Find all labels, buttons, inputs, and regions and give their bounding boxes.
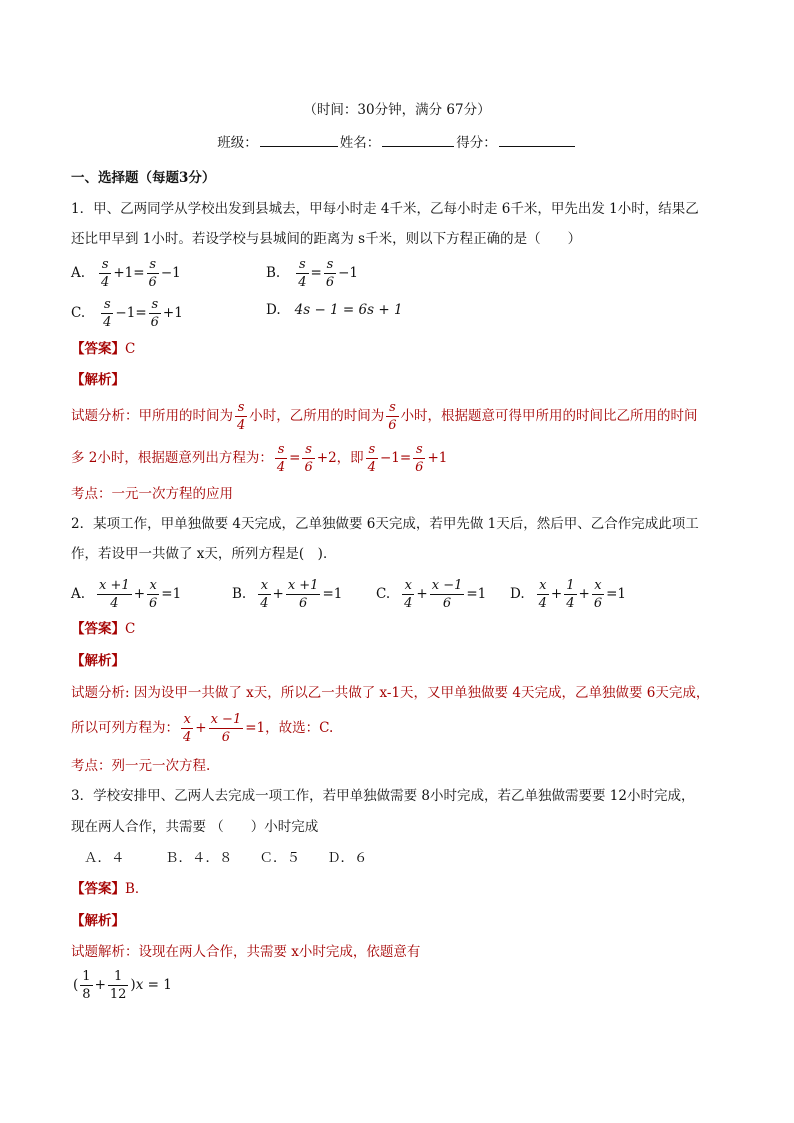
q1-stem-line1: 1．甲、乙两同学从学校出发到县城去，甲每小时走 4千米，乙每小时走 6千米，甲先出发 1小时，结果乙 bbox=[71, 201, 699, 217]
q3-options: Ａ．４ Ｂ．４．８ Ｃ．５ Ｄ．６ bbox=[84, 850, 368, 866]
time-note: （时间：30分钟，满分 67分） bbox=[303, 102, 491, 118]
q2-analysis-line1: 试题分析: 因为设甲一共做了 x天，所以乙一共做了 x-1天，又甲单独做要 4天完成，乙单独做要 6天完成， bbox=[71, 685, 710, 701]
fraction: $\frac{s}{4}$ bbox=[276, 442, 286, 475]
class-blank bbox=[260, 135, 338, 147]
option-a-label: A. bbox=[71, 264, 86, 281]
answer-tag: 【答案】 bbox=[71, 621, 125, 637]
fraction: $\frac{x}{6}$ bbox=[593, 578, 603, 611]
fraction: $\frac{s}{4}$ bbox=[367, 442, 376, 475]
q1-analysis-text: ，即 bbox=[336, 449, 364, 466]
option-c-label: C. bbox=[376, 585, 391, 602]
fraction: $\frac{s}{6}$ bbox=[388, 400, 397, 433]
q3-stem-line1: 3．学校安排甲、乙两人去完成一项工作，若甲单独做需要 8小时完成，若乙单独做需要要 12小时完成， bbox=[71, 788, 695, 804]
fraction: $\frac{s}{4}$ bbox=[237, 400, 246, 433]
q3-stem-line2: 现在两人合作，共需要 （ ）小时完成 bbox=[71, 819, 319, 835]
fraction: $\frac{s}{6}$ bbox=[415, 442, 424, 475]
q1-answer bbox=[71, 343, 135, 357]
student-info-line bbox=[0, 135, 794, 151]
name-blank bbox=[382, 135, 454, 147]
answer-value: B． bbox=[125, 881, 149, 897]
fraction: $\frac{s}{6}$ bbox=[325, 257, 335, 290]
option-d-expr: 4s − 1 = 6s + 1 bbox=[294, 302, 403, 318]
fraction: $\frac{s}{6}$ bbox=[150, 297, 159, 330]
q1-analysis-text: 小时，乙所用的时间为 bbox=[249, 407, 385, 424]
q2-analysis-text: 所以可列方程为： bbox=[71, 719, 179, 736]
option-b-label: B. bbox=[232, 585, 247, 602]
fraction: $\frac{1}{4}$ bbox=[566, 578, 575, 611]
q2-analysis-text: ，故选：C. bbox=[265, 719, 334, 736]
fraction: $\frac{s}{4}$ bbox=[103, 297, 112, 330]
section-title: 一、选择题（每题3分） bbox=[71, 170, 216, 186]
fraction: $\frac{x -1}{6}$ bbox=[210, 712, 242, 745]
fraction: $\frac{x +1}{6}$ bbox=[287, 578, 319, 611]
q1-stem-line2: 还比甲早到 1小时。若设学校与县城间的距离为 s千米，则以下方程正确的是（ ） bbox=[71, 231, 582, 247]
q2-analysis-line2: 所以可列方程为： $\frac{x}{4}$ + $\frac{x -1}{6}$ =1 ，故选：C. bbox=[71, 712, 334, 745]
q2-answer bbox=[71, 623, 135, 637]
q2-analysis-tag: 【解析】 bbox=[71, 653, 125, 669]
class-label: 班级： bbox=[217, 135, 258, 151]
q1-option-c: C. $\frac{s}{4}$ −1= $\frac{s}{6}$ +1 bbox=[71, 297, 183, 330]
q1-analysis-text: 小时，根据题意可得甲所用的时间比乙所用的时间 bbox=[400, 407, 698, 424]
q2-stem-line1: 2．某项工作，甲单独做要 4天完成，乙单独做要 6天完成，若甲先做 1天后，然后甲、乙合作完成此项工 bbox=[71, 516, 699, 532]
q1-option-b: B. $\frac{s}{4}$ = $\frac{s}{6}$ −1 bbox=[266, 257, 358, 290]
q2-option-d: D. $\frac{x}{4}$ + $\frac{1}{4}$ + $\frac{x}{6}$ =1 bbox=[510, 578, 627, 611]
q3-analysis-tag: 【解析】 bbox=[71, 913, 125, 929]
option-b-label: B. bbox=[266, 264, 281, 281]
q1-analysis-text: 试题分析：甲所用的时间为 bbox=[71, 407, 233, 424]
score-label: 得分： bbox=[456, 135, 497, 151]
q1-kaodian: 考点：一元一次方程的应用 bbox=[71, 486, 233, 502]
option-a-label: A. bbox=[71, 585, 86, 602]
q2-stem-line2: 作，若设甲一共做了 x天，所列方程是( )． bbox=[71, 546, 337, 562]
answer-value: C bbox=[125, 621, 136, 637]
fraction: $\frac{s}{4}$ bbox=[298, 257, 307, 290]
q1-option-a: A. $\frac{s}{4}$ +1= $\frac{s}{6}$ −1 bbox=[71, 257, 181, 290]
fraction: $\frac{s}{4}$ bbox=[101, 257, 110, 290]
fraction: $\frac{s}{6}$ bbox=[148, 257, 157, 290]
option-d-label: D. bbox=[510, 585, 525, 602]
q2-option-b: B. $\frac{x}{4}$ + $\frac{x +1}{6}$ =1 bbox=[232, 578, 343, 611]
q1-analysis-text: 多 2小时，根据题意列出方程为： bbox=[71, 449, 273, 466]
q1-option-d bbox=[266, 304, 403, 318]
fraction: $\frac{x}{4}$ bbox=[538, 578, 547, 611]
q1-analysis-line1 bbox=[71, 399, 698, 434]
fraction: $\frac{x}{4}$ bbox=[404, 578, 413, 611]
score-blank bbox=[499, 135, 575, 147]
answer-tag: 【答案】 bbox=[71, 341, 125, 357]
q3-analysis-line1: 试题解析：设现在两人合作，共需要 x小时完成，依题意有 bbox=[71, 944, 421, 960]
fraction: $\frac{x +1}{4}$ bbox=[99, 578, 130, 611]
fraction: $\frac{x}{4}$ bbox=[183, 712, 192, 745]
option-c-label: C. bbox=[71, 304, 86, 321]
q3-answer bbox=[71, 883, 148, 897]
q1-analysis-tag: 【解析】 bbox=[71, 372, 125, 388]
q2-option-c: C. $\frac{x}{4}$ + $\frac{x -1}{6}$ =1 bbox=[376, 578, 487, 611]
answer-tag: 【答案】 bbox=[71, 881, 125, 897]
fraction: $\frac{x}{6}$ bbox=[149, 578, 158, 611]
fraction: $\frac{x -1}{6}$ bbox=[431, 578, 463, 611]
q2-kaodian: 考点：列一元一次方程. bbox=[71, 758, 211, 774]
fraction: $\frac{1}{12}$ bbox=[109, 969, 127, 1002]
q1-analysis-line2: 多 2小时，根据题意列出方程为： $\frac{s}{4}$ = $\frac{s}{6}$ +2 ，即 $\frac{s}{4}$ −1= $\frac{s}{6}$ +1 bbox=[71, 442, 448, 475]
fraction: $\frac{1}{8}$ bbox=[82, 969, 91, 1002]
q2-option-a: A. $\frac{x +1}{4}$ + $\frac{x}{6}$ =1 bbox=[71, 578, 182, 611]
name-label: 姓名： bbox=[339, 135, 381, 151]
fraction: $\frac{x}{4}$ bbox=[260, 578, 269, 611]
fraction: $\frac{s}{6}$ bbox=[304, 442, 313, 475]
q3-equation: ( $\frac{1}{8}$ + $\frac{1}{12}$ ) x = 1 bbox=[73, 969, 172, 1002]
option-d-label: D. bbox=[266, 302, 281, 318]
answer-value: C bbox=[125, 341, 136, 357]
